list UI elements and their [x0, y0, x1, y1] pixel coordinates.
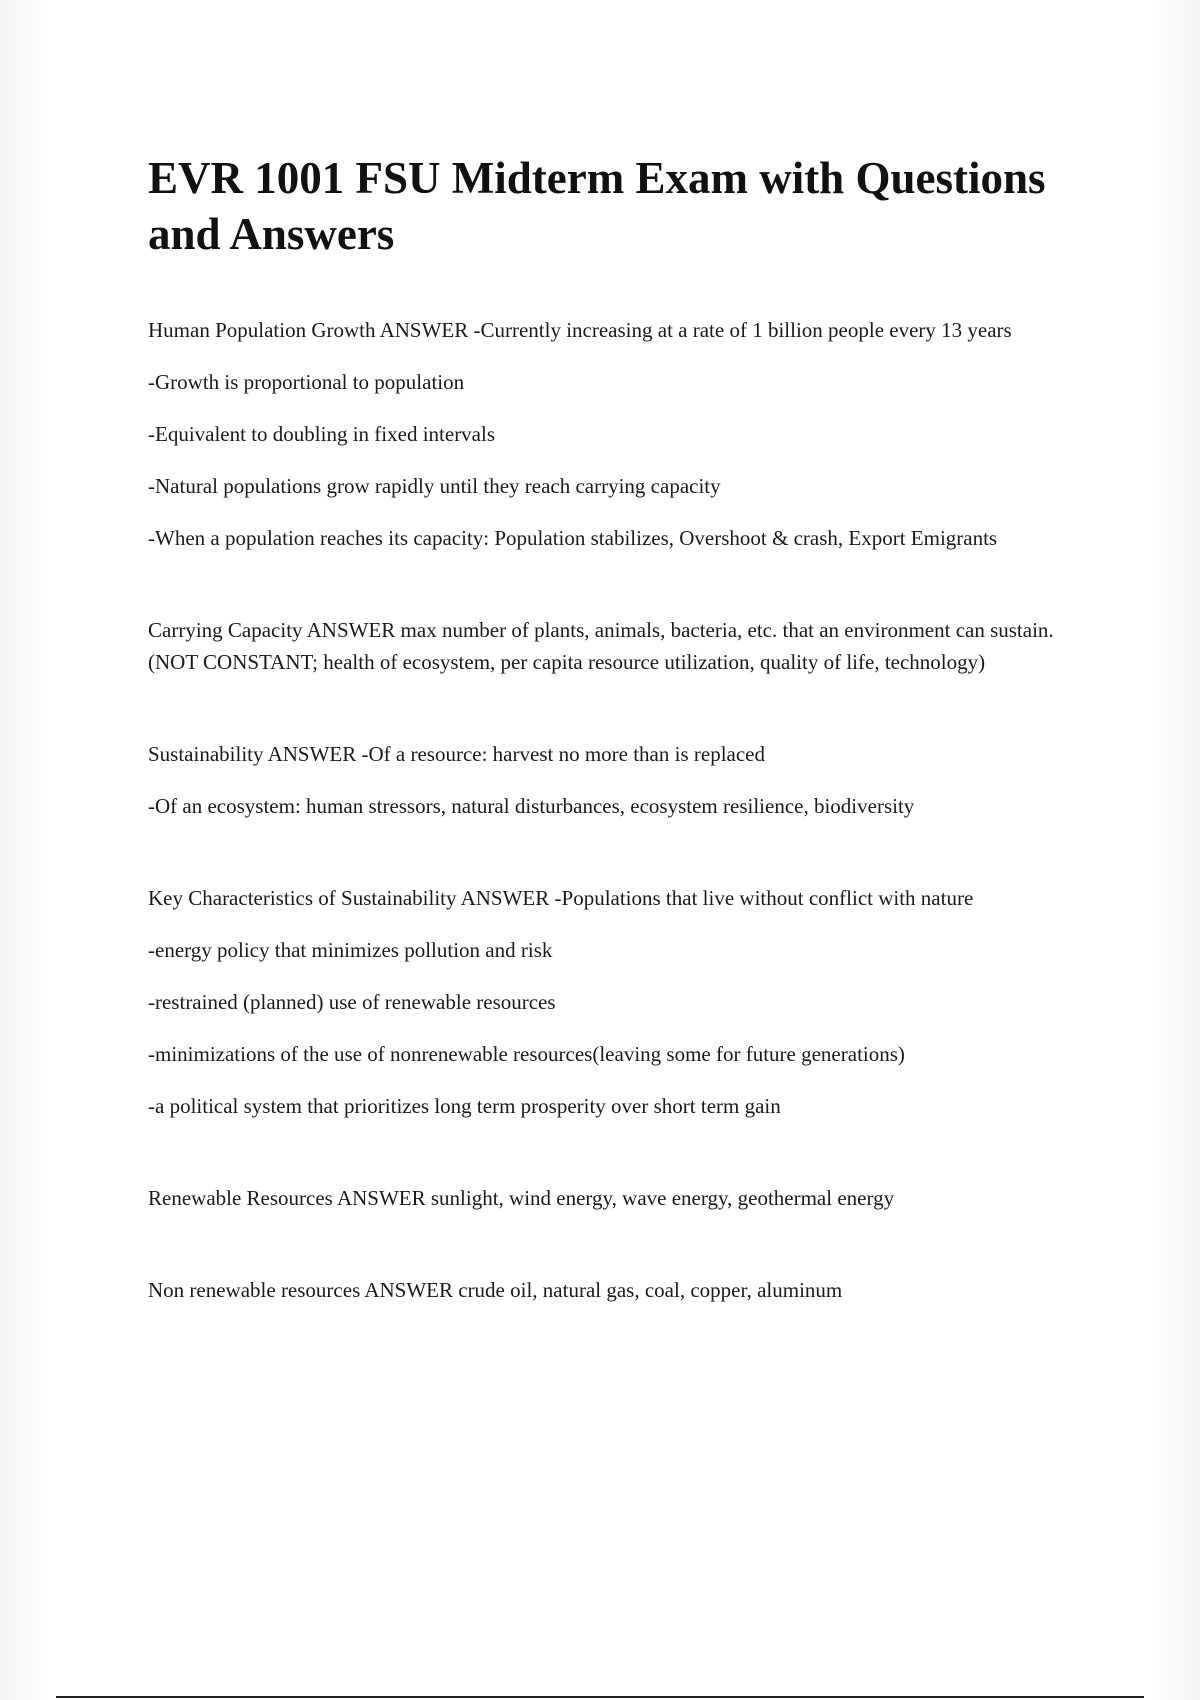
qa-answer-line: Sustainability ANSWER -Of a resource: harvest no more than is replaced — [148, 742, 765, 766]
qa-answer-line: -Natural populations grow rapidly until they reach carrying capacity — [148, 474, 721, 498]
qa-answer-line: -Growth is proportional to population — [148, 370, 465, 394]
qa-answer-line: -energy policy that minimizes pollution and risk — [148, 938, 553, 962]
document-content — [148, 150, 1068, 1306]
qa-answer-line: Renewable Resources ANSWER sunlight, wind energy, wave energy, geothermal energy — [148, 1186, 895, 1210]
page-edge-left — [0, 0, 48, 1700]
qa-section-key-characteristics — [148, 882, 1068, 1122]
page-bottom-rule — [56, 1696, 1144, 1698]
qa-section-renewable-resources — [148, 1182, 1068, 1214]
qa-section-nonrenewable-resources — [148, 1274, 1068, 1306]
document-title: EVR 1001 FSU Midterm Exam with Questions and Answers — [148, 153, 1046, 259]
qa-section-sustainability — [148, 738, 1068, 822]
qa-answer-line: Human Population Growth ANSWER -Currently increasing at a rate of 1 billion people every 13 years — [148, 318, 1012, 342]
qa-answer-line: -minimizations of the use of nonrenewable resources(leaving some for future generations) — [148, 1042, 905, 1066]
qa-section-carrying-capacity — [148, 614, 1068, 678]
qa-answer-line: Non renewable resources ANSWER crude oil, natural gas, coal, copper, aluminum — [148, 1278, 843, 1302]
qa-answer-line: -Equivalent to doubling in fixed intervals — [148, 422, 496, 446]
qa-section-population-growth — [148, 314, 1068, 554]
qa-answer-line: -restrained (planned) use of renewable resources — [148, 990, 556, 1014]
page-edge-right — [1152, 0, 1200, 1700]
qa-answer-line: Key Characteristics of Sustainability ANSWER -Populations that live without conflict with nature — [148, 886, 974, 910]
qa-answer-line: -When a population reaches its capacity: Population stabilizes, Overshoot & crash, Export Emigrants — [148, 526, 998, 550]
qa-answer-line: Carrying Capacity ANSWER max number of plants, animals, bacteria, etc. that an environment can sustain. (NOT CONSTANT; health of ecosystem, per capita resource utilization, quality of life, technology) — [148, 618, 1054, 674]
qa-answer-line: -Of an ecosystem: human stressors, natural disturbances, ecosystem resilience, biodiversity — [148, 794, 915, 818]
qa-answer-line: -a political system that prioritizes long term prosperity over short term gain — [148, 1094, 781, 1118]
